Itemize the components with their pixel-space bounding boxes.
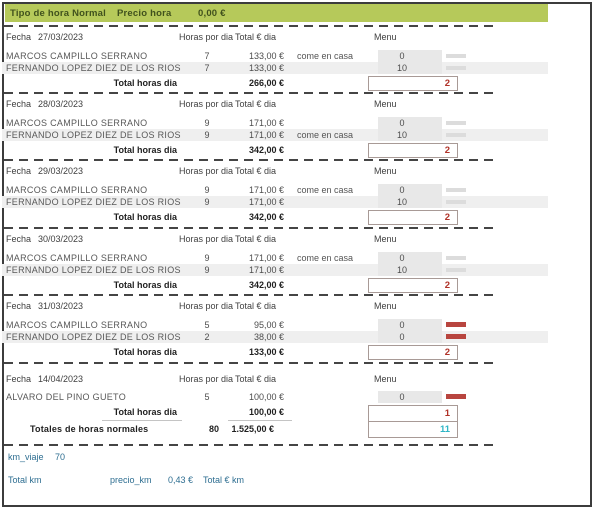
menu-databar-icon bbox=[446, 268, 466, 272]
menu-value: 10 bbox=[396, 265, 407, 275]
menu-total-cell[interactable] bbox=[368, 278, 458, 293]
worker-name: FERNANDO LOPEZ DIEZ DE LOS RIOS bbox=[6, 130, 181, 140]
total-eur-value: 171,00 € bbox=[248, 265, 284, 275]
menu-column-header: Menu bbox=[374, 32, 397, 42]
day-block-29-03-2023 bbox=[2, 165, 548, 226]
total-km-label: Total km bbox=[8, 475, 42, 485]
day-total-value: 342,00 € bbox=[248, 212, 284, 222]
menu-databar-icon bbox=[446, 54, 466, 58]
day-total-value: 342,00 € bbox=[248, 145, 284, 155]
cell-border-line bbox=[102, 420, 182, 421]
menu-cell bbox=[378, 129, 442, 141]
menu-cell bbox=[378, 62, 442, 74]
dashed-separator bbox=[4, 444, 493, 446]
meal-note: come en casa bbox=[297, 185, 354, 195]
menu-cell bbox=[378, 331, 442, 343]
km-viaje-row bbox=[2, 452, 548, 464]
menu-cell bbox=[378, 319, 442, 331]
worker-name: MARCOS CAMPILLO SERRANO bbox=[6, 185, 148, 195]
hours-column-header: Horas por dia bbox=[178, 32, 234, 42]
day-total-value: 100,00 € bbox=[248, 407, 284, 417]
fecha-label: Fecha bbox=[6, 301, 32, 311]
worker-row bbox=[2, 50, 548, 62]
day-header bbox=[2, 300, 548, 313]
worker-name: FERNANDO LOPEZ DIEZ DE LOS RIOS bbox=[6, 197, 181, 207]
total-eur-value: 95,00 € bbox=[253, 320, 284, 330]
menu-value: 0 bbox=[399, 118, 405, 128]
day-total-label: Total horas dia bbox=[113, 407, 177, 417]
menu-total-cell[interactable] bbox=[368, 345, 458, 360]
date-value: 14/04/2023 bbox=[38, 374, 84, 384]
grand-menu-total-value: 11 bbox=[439, 424, 450, 435]
total-column-header: Total € dia bbox=[235, 374, 277, 384]
menu-column-header: Menu bbox=[374, 234, 397, 244]
menu-value: 0 bbox=[399, 392, 405, 402]
hours-value: 2 bbox=[204, 332, 210, 342]
hour-type-label: Tipo de hora Normal bbox=[10, 8, 106, 19]
menu-value: 0 bbox=[399, 51, 405, 61]
grand-total-label: Totales de horas normales bbox=[30, 424, 149, 434]
total-eur-value: 133,00 € bbox=[248, 63, 284, 73]
worker-row bbox=[2, 62, 548, 74]
day-block-31-03-2023 bbox=[2, 300, 548, 361]
menu-total-value: 2 bbox=[444, 145, 450, 156]
hours-column-header: Horas por dia bbox=[178, 166, 234, 176]
total-eur-value: 133,00 € bbox=[248, 51, 284, 61]
meal-note: come en casa bbox=[297, 130, 354, 140]
menu-total-cell[interactable] bbox=[368, 210, 458, 225]
menu-column-header: Menu bbox=[374, 166, 397, 176]
menu-databar-red-icon bbox=[446, 322, 466, 327]
worker-row bbox=[2, 264, 548, 276]
menu-total-cell[interactable] bbox=[368, 405, 458, 422]
hours-value: 9 bbox=[204, 185, 210, 195]
fecha-label: Fecha bbox=[6, 32, 32, 42]
hours-value: 9 bbox=[204, 130, 210, 140]
hours-column-header: Horas por dia bbox=[178, 234, 234, 244]
hours-column-header: Horas por dia bbox=[178, 99, 234, 109]
precio-km-value: 0,43 € bbox=[168, 475, 194, 485]
day-header bbox=[2, 98, 548, 111]
menu-cell bbox=[378, 196, 442, 208]
menu-databar-icon bbox=[446, 66, 466, 70]
worker-row bbox=[2, 196, 548, 208]
hours-value: 5 bbox=[204, 320, 210, 330]
menu-cell bbox=[378, 252, 442, 264]
hours-value: 7 bbox=[204, 63, 210, 73]
day-total-row bbox=[2, 278, 548, 294]
menu-value: 0 bbox=[399, 332, 405, 342]
day-block-30-03-2023 bbox=[2, 233, 548, 294]
dashed-separator bbox=[4, 362, 493, 364]
date-value: 29/03/2023 bbox=[38, 166, 84, 176]
total-eur-km-label: Total € km bbox=[203, 475, 245, 485]
total-eur-value: 100,00 € bbox=[248, 392, 284, 402]
total-column-header: Total € dia bbox=[235, 32, 277, 42]
dashed-separator bbox=[4, 25, 493, 27]
total-column-header: Total € dia bbox=[235, 234, 277, 244]
total-eur-value: 171,00 € bbox=[248, 118, 284, 128]
day-header bbox=[2, 31, 548, 44]
date-value: 28/03/2023 bbox=[38, 99, 84, 109]
menu-cell bbox=[378, 184, 442, 196]
day-header bbox=[2, 165, 548, 178]
total-column-header: Total € dia bbox=[235, 301, 277, 311]
day-header bbox=[2, 233, 548, 246]
menu-total-value: 2 bbox=[444, 280, 450, 291]
menu-total-value: 2 bbox=[444, 78, 450, 89]
worker-name: FERNANDO LOPEZ DIEZ DE LOS RIOS bbox=[6, 265, 181, 275]
menu-value: 10 bbox=[396, 130, 407, 140]
total-eur-value: 171,00 € bbox=[248, 253, 284, 263]
total-km-row bbox=[2, 475, 548, 487]
grand-total-amount: 1.525,00 € bbox=[231, 424, 274, 434]
worker-name: MARCOS CAMPILLO SERRANO bbox=[6, 51, 148, 61]
day-block-27-03-2023 bbox=[2, 31, 548, 92]
menu-databar-red-icon bbox=[446, 394, 466, 399]
day-total-row bbox=[2, 345, 548, 361]
cell-border-line bbox=[228, 420, 292, 421]
fecha-label: Fecha bbox=[6, 166, 32, 176]
rate-header-bar bbox=[5, 4, 548, 22]
day-block-28-03-2023 bbox=[2, 98, 548, 159]
day-total-row bbox=[2, 210, 548, 226]
day-total-value: 342,00 € bbox=[248, 280, 284, 290]
dashed-separator bbox=[4, 92, 493, 94]
day-total-label: Total horas dia bbox=[113, 347, 177, 357]
menu-databar-icon bbox=[446, 188, 466, 192]
day-block-14-04-2023 bbox=[2, 373, 548, 421]
menu-total-value: 2 bbox=[444, 212, 450, 223]
total-eur-value: 171,00 € bbox=[248, 130, 284, 140]
date-value: 31/03/2023 bbox=[38, 301, 84, 311]
day-total-value: 266,00 € bbox=[248, 78, 284, 88]
worker-row bbox=[2, 117, 548, 129]
worker-name: ALVARO DEL PINO GUETO bbox=[6, 392, 126, 402]
worker-row bbox=[2, 331, 548, 343]
menu-databar-icon bbox=[446, 256, 466, 260]
price-per-hour-value: 0,00 € bbox=[198, 8, 226, 19]
menu-databar-icon bbox=[446, 200, 466, 204]
menu-total-cell[interactable] bbox=[368, 76, 458, 91]
day-header bbox=[2, 373, 548, 386]
meal-note: come en casa bbox=[297, 253, 354, 263]
date-value: 30/03/2023 bbox=[38, 234, 84, 244]
dashed-separator bbox=[4, 294, 493, 296]
menu-column-header: Menu bbox=[374, 99, 397, 109]
grand-total-hours: 80 bbox=[208, 424, 219, 434]
date-value: 27/03/2023 bbox=[38, 32, 84, 42]
worker-name: FERNANDO LOPEZ DIEZ DE LOS RIOS bbox=[6, 332, 181, 342]
hours-column-header: Horas por dia bbox=[178, 301, 234, 311]
km-viaje-label: km_viaje bbox=[8, 452, 44, 462]
worker-row bbox=[2, 252, 548, 264]
worker-row bbox=[2, 319, 548, 331]
menu-cell bbox=[378, 391, 442, 403]
hours-value: 9 bbox=[204, 253, 210, 263]
hours-value: 7 bbox=[204, 51, 210, 61]
hours-value: 5 bbox=[204, 392, 210, 402]
menu-column-header: Menu bbox=[374, 374, 397, 384]
menu-databar-icon bbox=[446, 121, 466, 125]
day-total-value: 133,00 € bbox=[248, 347, 284, 357]
fecha-label: Fecha bbox=[6, 99, 32, 109]
worker-name: MARCOS CAMPILLO SERRANO bbox=[6, 253, 148, 263]
menu-total-value: 1 bbox=[444, 408, 450, 419]
total-eur-value: 38,00 € bbox=[253, 332, 284, 342]
fecha-label: Fecha bbox=[6, 374, 32, 384]
menu-cell bbox=[378, 50, 442, 62]
menu-value: 0 bbox=[399, 253, 405, 263]
total-eur-value: 171,00 € bbox=[248, 185, 284, 195]
hours-value: 9 bbox=[204, 197, 210, 207]
dashed-separator bbox=[4, 227, 493, 229]
menu-value: 0 bbox=[399, 320, 405, 330]
dashed-separator bbox=[4, 159, 493, 161]
menu-databar-icon bbox=[446, 133, 466, 137]
grand-total-row bbox=[2, 424, 548, 438]
worker-row bbox=[2, 391, 548, 403]
menu-value: 0 bbox=[399, 185, 405, 195]
day-total-label: Total horas dia bbox=[113, 212, 177, 222]
menu-total-value: 2 bbox=[444, 347, 450, 358]
day-total-row bbox=[2, 143, 548, 159]
day-total-row bbox=[2, 76, 548, 92]
menu-value: 10 bbox=[396, 197, 407, 207]
total-column-header: Total € dia bbox=[235, 166, 277, 176]
day-total-label: Total horas dia bbox=[113, 145, 177, 155]
worker-name: MARCOS CAMPILLO SERRANO bbox=[6, 320, 148, 330]
menu-column-header: Menu bbox=[374, 301, 397, 311]
menu-cell bbox=[378, 264, 442, 276]
worker-row bbox=[2, 129, 548, 141]
precio-km-label: precio_km bbox=[110, 475, 152, 485]
meal-note: come en casa bbox=[297, 51, 354, 61]
fecha-label: Fecha bbox=[6, 234, 32, 244]
km-viaje-value: 70 bbox=[55, 452, 66, 462]
hours-value: 9 bbox=[204, 265, 210, 275]
hours-column-header: Horas por dia bbox=[178, 374, 234, 384]
menu-cell bbox=[378, 117, 442, 129]
menu-databar-red-icon bbox=[446, 334, 466, 339]
hours-value: 9 bbox=[204, 118, 210, 128]
total-eur-value: 171,00 € bbox=[248, 197, 284, 207]
total-column-header: Total € dia bbox=[235, 99, 277, 109]
day-total-row bbox=[2, 405, 548, 421]
worker-name: MARCOS CAMPILLO SERRANO bbox=[6, 118, 148, 128]
day-total-label: Total horas dia bbox=[113, 280, 177, 290]
day-total-label: Total horas dia bbox=[113, 78, 177, 88]
menu-total-cell[interactable] bbox=[368, 143, 458, 158]
worker-name: FERNANDO LOPEZ DIEZ DE LOS RIOS bbox=[6, 63, 181, 73]
worker-row bbox=[2, 184, 548, 196]
price-per-hour-label: Precio hora bbox=[117, 8, 172, 19]
menu-value: 10 bbox=[396, 63, 407, 73]
